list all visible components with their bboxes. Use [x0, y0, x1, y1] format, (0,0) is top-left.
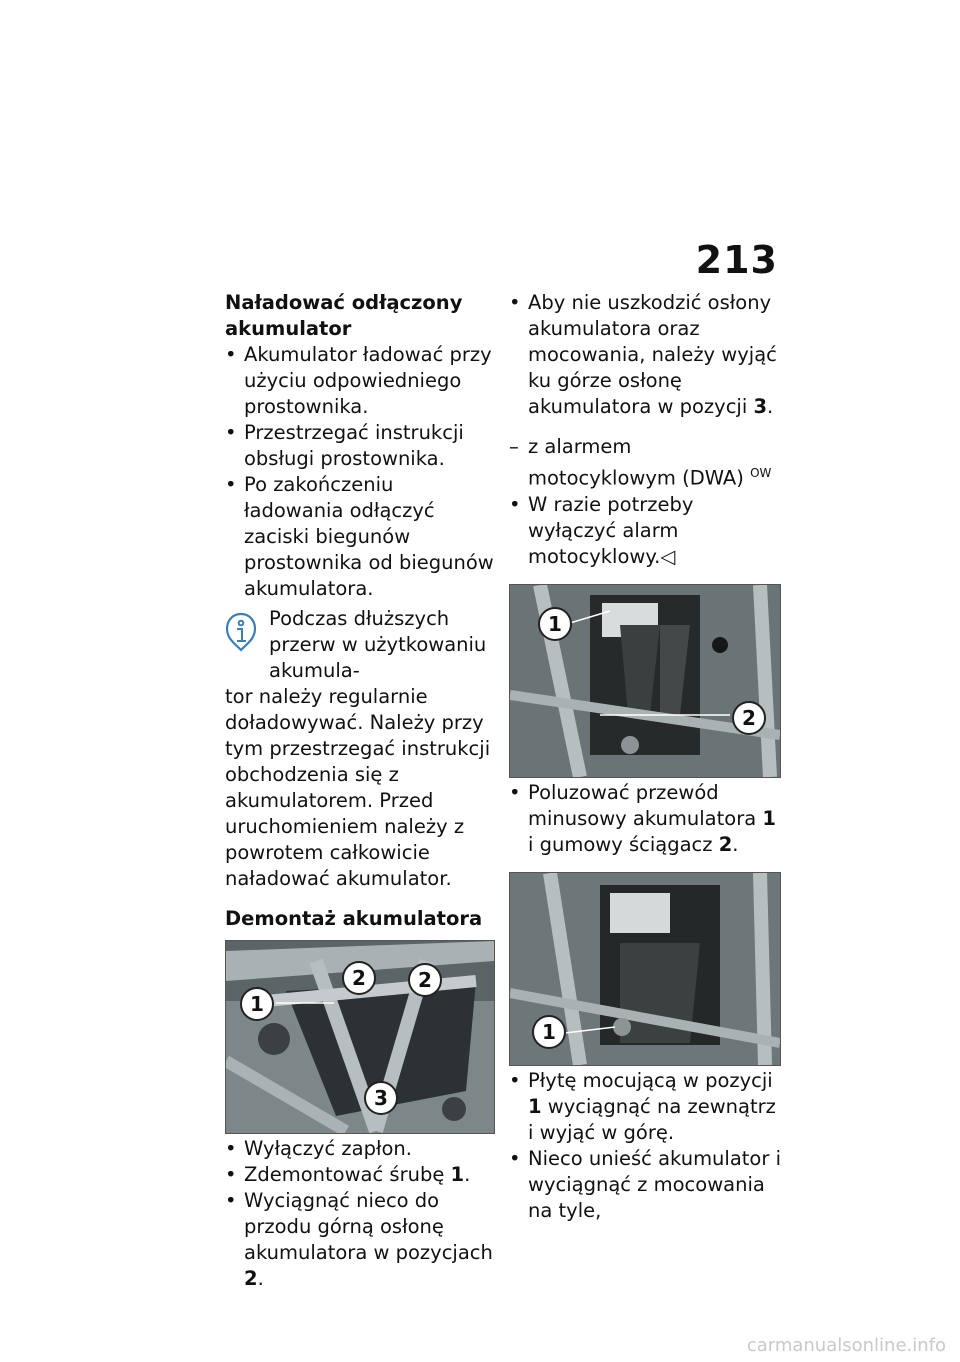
left-column [225, 290, 497, 1292]
photo-mounting-plate [509, 872, 781, 1066]
right-column [509, 290, 783, 1224]
list-item: • Wyciągnąć nieco do przodu górną osłonę akumulatora w pozycjach 2. [225, 1188, 497, 1292]
end-mark-icon: ◁ [660, 544, 676, 568]
heading-charge-battery: Naładować odłączony akumulator [225, 291, 463, 340]
callout-3: 3 [364, 1081, 398, 1115]
list-item: • Wyłączyć zapłon. [225, 1136, 497, 1162]
page-number: 213 [695, 238, 778, 282]
note-text-first: Podczas dłuższych przerw w użytkowaniu akumula- [269, 607, 487, 682]
list-item: • Poluzować przewód minusowy akumulatora 1 i gumowy ściągacz 2. [509, 780, 783, 858]
condition-item: – z alarmem motocyklowym (DWA) $^{OW}$ [509, 434, 783, 492]
footer-watermark: carmanualsonline.info [746, 1335, 946, 1356]
list-item: • Akumulator ładować przy użyciu odpowiedniego prostownika. [225, 342, 497, 420]
list-item: • Zdemontować śrubę 1. [225, 1162, 497, 1188]
info-icon [225, 612, 257, 652]
list-item: • Przestrzegać instrukcji obsługi prostownika. [225, 420, 497, 472]
callout-2: 2 [732, 701, 766, 735]
list-item: • Nieco unieść akumulator i wyciągnąć z mocowania na tyle, [509, 1146, 783, 1224]
photo-battery-terminal [509, 584, 781, 778]
callout-1: 1 [538, 607, 572, 641]
heading-remove-battery: Demontaż akumulatora [225, 907, 483, 930]
callout-2: 2 [408, 963, 442, 997]
photo-battery-cover [225, 940, 495, 1134]
note-text-rest: tor należy regularnie doładowywać. Należy przy tym przestrzegać instrukcji obchodzenia się z akumulatorem. Przed uruchomieniem należy z powrotem całkowicie naładować akumulator. [225, 685, 491, 890]
list-item: • Po zakończeniu ładowania odłączyć zaciski biegunów prostownika od biegunów akumulatora. [225, 472, 497, 602]
callout-1: 1 [240, 987, 274, 1021]
callout-2: 2 [342, 961, 376, 995]
list-item: • Aby nie uszkodzić osłony akumulatora oraz mocowania, należy wyjąć ku górze osłonę akumulatora w pozycji 3. [509, 290, 783, 420]
list-item: • W razie potrzeby wyłączyć alarm motocyklowy.◁ [509, 492, 783, 570]
callout-1: 1 [532, 1015, 566, 1049]
list-item: • Płytę mocującą w pozycji 1 wyciągnąć na zewnątrz i wyjąć w górę. [509, 1068, 783, 1146]
info-note [225, 606, 497, 892]
